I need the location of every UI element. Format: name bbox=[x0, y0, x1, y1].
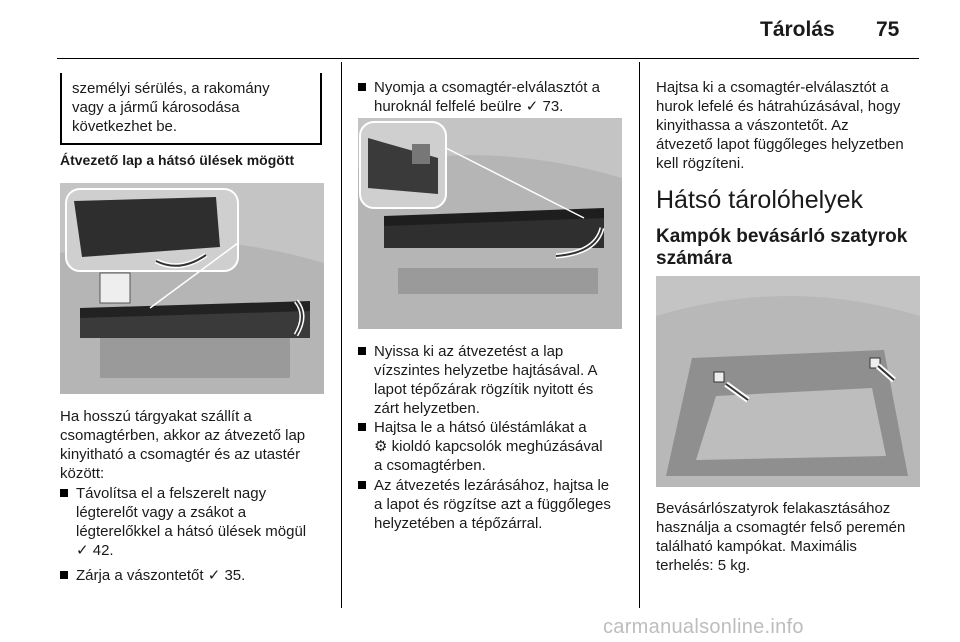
bullet-line: vízszintes helyzetbe hajtásával. A bbox=[374, 362, 598, 379]
bullet-marker bbox=[358, 83, 366, 91]
bullet-line: helyzetében a tépőzárral. bbox=[374, 515, 543, 532]
bullet-line: ✓ 42. bbox=[76, 542, 114, 559]
paragraph-line: található kampókat. Maximális bbox=[656, 538, 857, 555]
warning-line: vagy a jármű károsodása bbox=[72, 99, 240, 116]
bullet-line: a csomagtérben. bbox=[374, 457, 486, 474]
paragraph-line: terhelés: 5 kg. bbox=[656, 557, 751, 574]
section-subheading: Átvezető lap a hátsó ülések mögött bbox=[60, 152, 295, 168]
bullet-line: Nyomja a csomagtér-elválasztót a bbox=[374, 79, 600, 96]
bullet-line: ⚙ kioldó kapcsolók meghúzásával bbox=[374, 438, 603, 455]
divider-paragraph bbox=[656, 78, 904, 173]
warning-line: következhet be. bbox=[72, 118, 178, 135]
paragraph-line: Hajtsa ki a csomagtér-elválasztót a bbox=[656, 79, 889, 96]
paragraph-line: átvezető lapot függőleges helyzetben bbox=[656, 136, 904, 153]
bullet-marker bbox=[358, 423, 366, 431]
page-header bbox=[0, 0, 960, 60]
page-number: 75 bbox=[876, 18, 900, 41]
paragraph-line: használja a csomagtér felső peremén bbox=[656, 519, 906, 536]
paragraph-line: között: bbox=[60, 465, 105, 482]
bullet-line: lapot tépőzárak rögzítik nyitott és bbox=[374, 381, 594, 398]
bullet-line: zárt helyzetben. bbox=[374, 400, 480, 417]
figure-luggage-divider bbox=[358, 118, 622, 329]
bullet-line: légterelőkkel a hátsó ülések mögül bbox=[76, 523, 307, 540]
paragraph-line: csomagtérben, akkor az átvezető lap bbox=[60, 427, 306, 444]
intro-paragraph bbox=[60, 407, 305, 483]
section-heading: Hátsó tárolóhelyek bbox=[656, 186, 864, 214]
column-divider-2 bbox=[639, 62, 640, 608]
bullet-line: huroknál felfelé beülre ✓ 73. bbox=[374, 98, 564, 115]
heading-line: számára bbox=[656, 248, 733, 269]
paragraph-line: hurok lefelé és hátrahúzásával, hogy bbox=[656, 98, 901, 115]
warning-box bbox=[60, 73, 322, 145]
paragraph-line: kinyithassa a vászontetőt. Az bbox=[656, 117, 849, 134]
warning-line: személyi sérülés, a rakomány bbox=[72, 80, 270, 97]
paragraph-line: Bevásárlószatyrok felakasztásához bbox=[656, 500, 891, 517]
figure-bag-hooks bbox=[656, 276, 920, 487]
paragraph-line: kinyitható a csomagtér és az utastér bbox=[60, 446, 301, 463]
subsection-heading bbox=[656, 226, 907, 270]
bullet-line: Hajtsa le a hátsó üléstámlákat a bbox=[374, 419, 587, 436]
bullet-line: Zárja a vászontetőt ✓ 35. bbox=[76, 567, 246, 584]
column-divider-1 bbox=[341, 62, 342, 608]
bullet-line: Nyissa ki az átvezetést a lap bbox=[374, 343, 564, 360]
paragraph-line: kell rögzíteni. bbox=[656, 155, 745, 172]
bullet-line: Távolítsa el a felszerelt nagy bbox=[76, 485, 267, 502]
bullet-marker bbox=[358, 347, 366, 355]
watermark: carmanualsonline.info bbox=[603, 616, 804, 638]
bullet-marker bbox=[60, 489, 68, 497]
heading-line: Kampók bevásárló szatyrok bbox=[656, 226, 908, 247]
bullet-marker bbox=[358, 481, 366, 489]
bullet-line: Az átvezetés lezárásához, hajtsa le bbox=[374, 477, 610, 494]
figure-pass-through-flap bbox=[60, 183, 324, 394]
page-title: Tárolás bbox=[760, 18, 835, 41]
header-divider bbox=[57, 58, 919, 59]
hooks-paragraph bbox=[656, 499, 905, 575]
bullet-marker bbox=[60, 571, 68, 579]
bullet-line: a lapot és rögzítse azt a függőleges bbox=[374, 496, 611, 513]
paragraph-line: Ha hosszú tárgyakat szállít a bbox=[60, 408, 252, 425]
bullet-line: légterelőt vagy a zsákot a bbox=[76, 504, 247, 521]
